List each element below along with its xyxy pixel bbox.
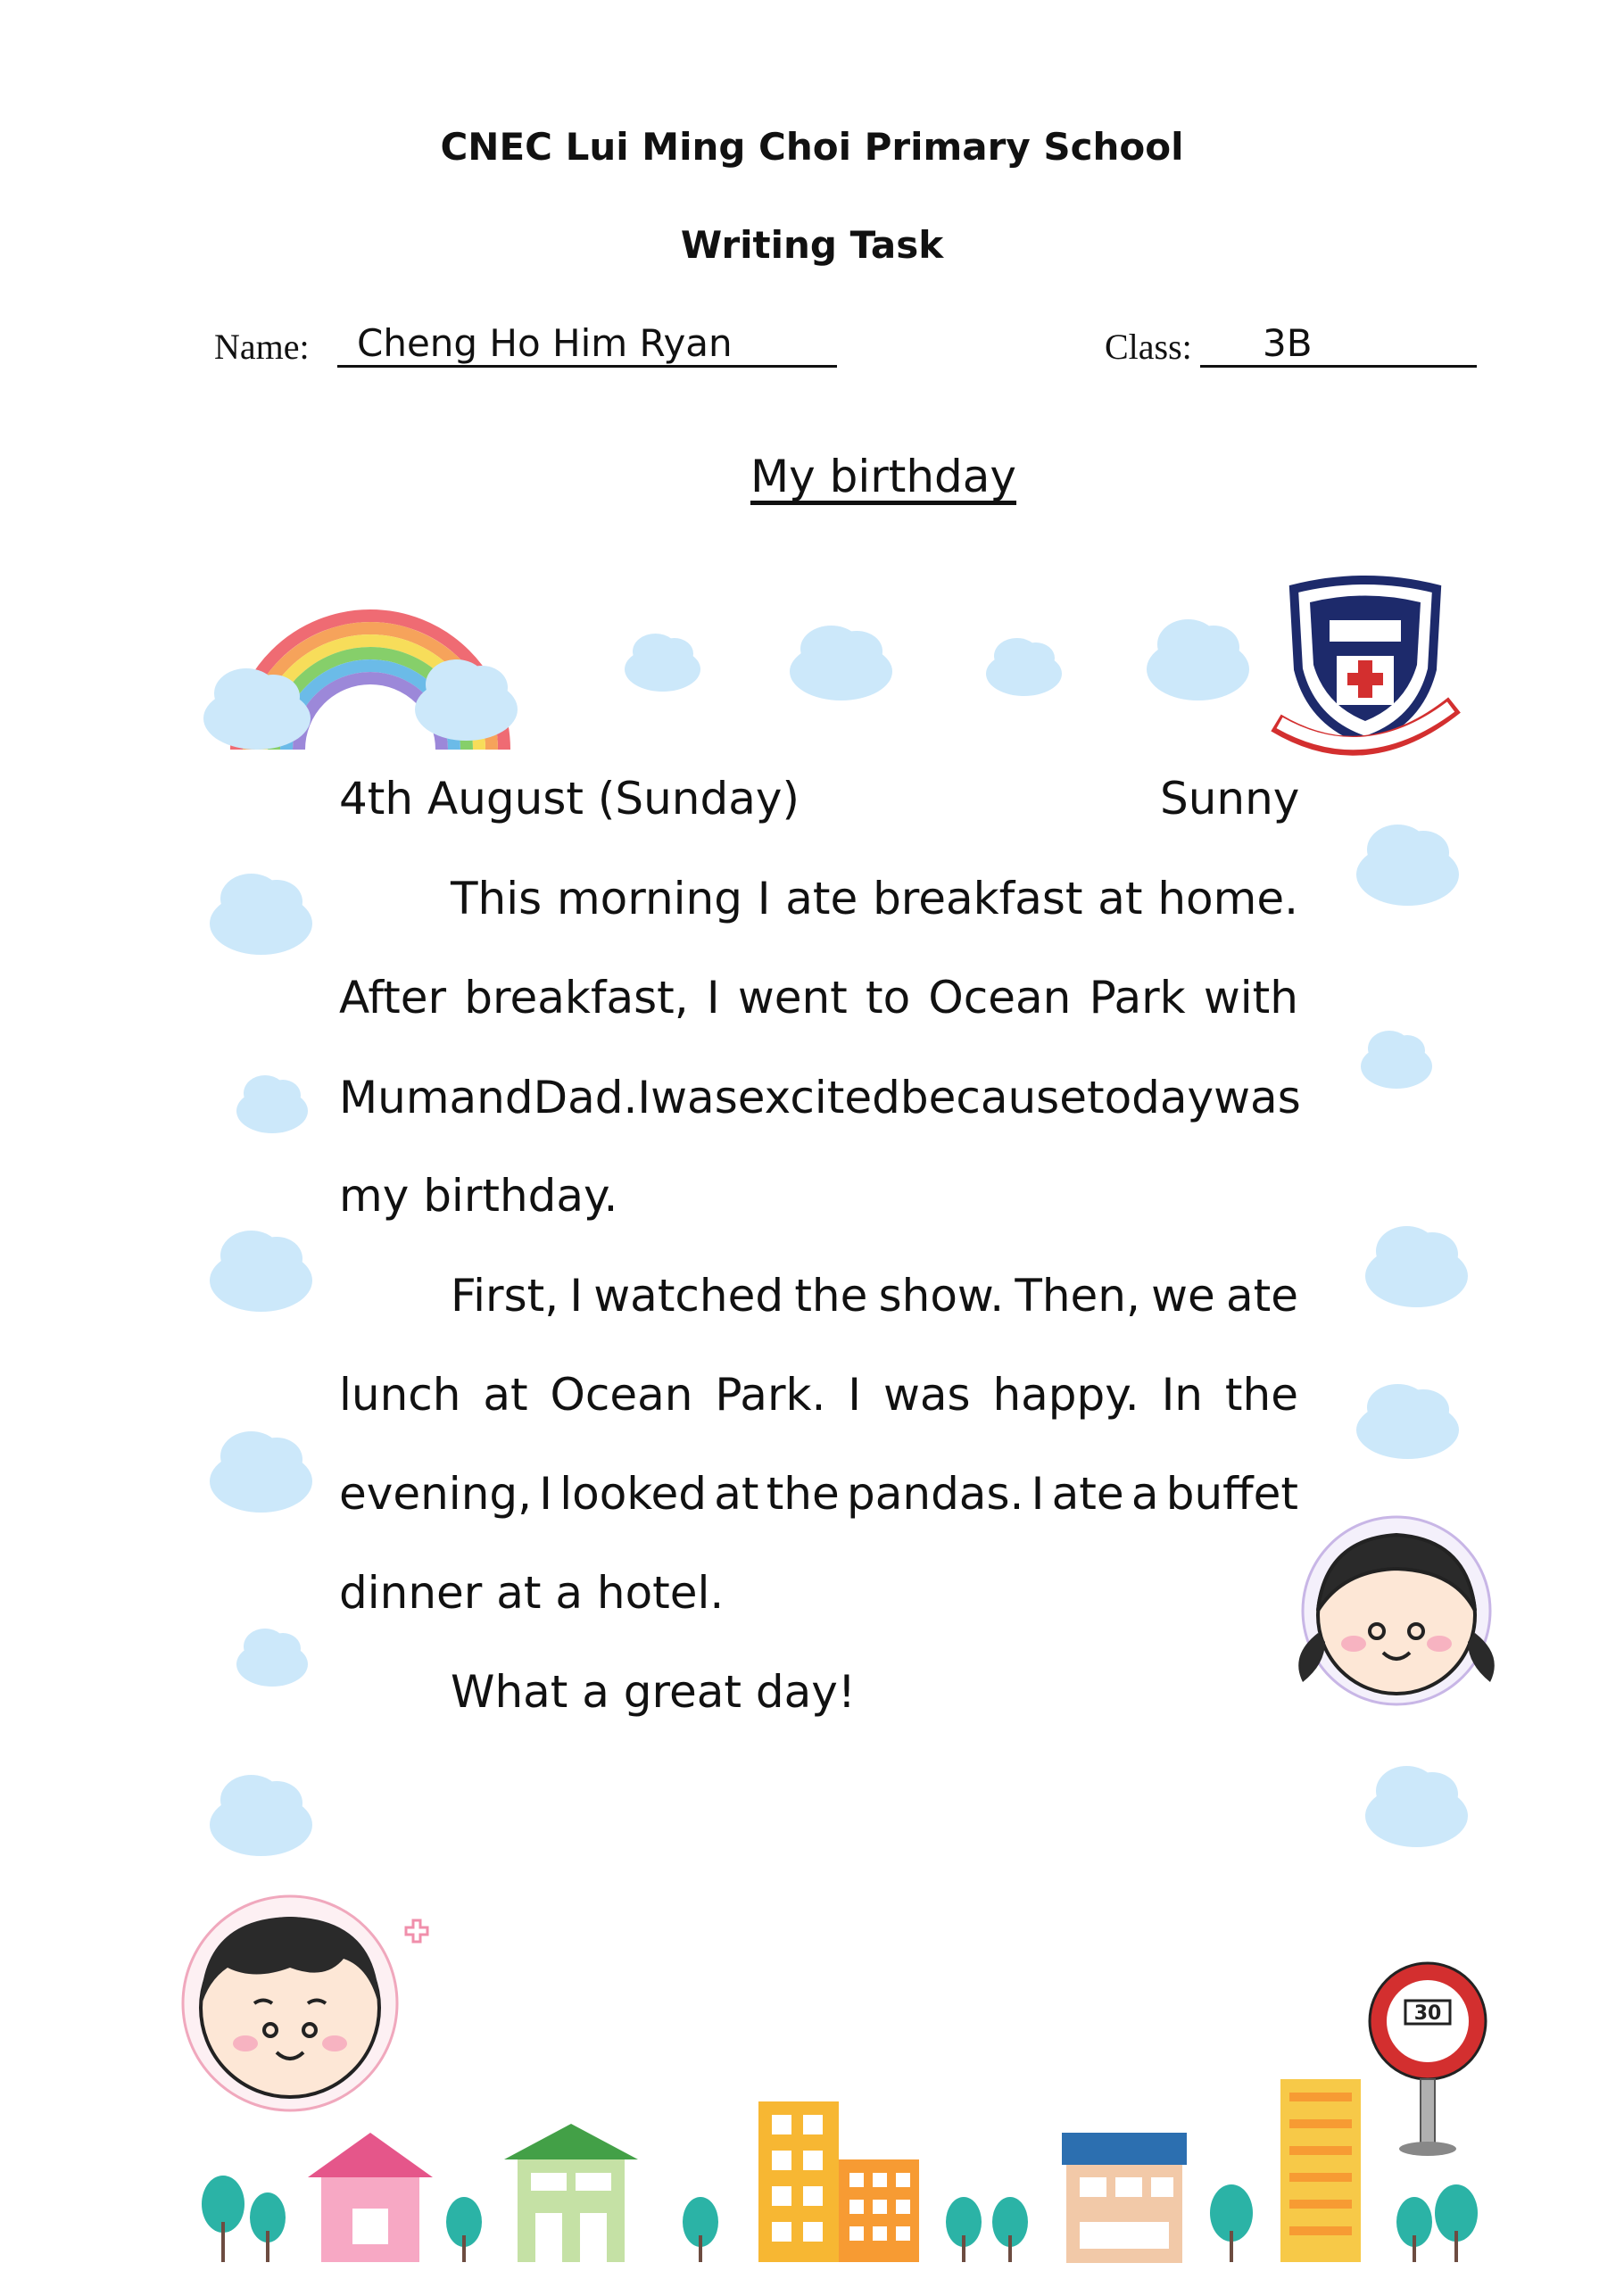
cloud-decoration bbox=[790, 642, 892, 700]
name-field bbox=[337, 321, 837, 368]
essay-line: After breakfast, I went to Ocean Park with bbox=[339, 972, 1298, 1024]
cloud-decoration bbox=[210, 892, 312, 955]
essay-line: my birthday. bbox=[339, 1170, 618, 1222]
essay-line: What a great day! bbox=[451, 1666, 856, 1718]
essay-title: My birthday bbox=[750, 451, 1017, 502]
task-title: Writing Task bbox=[680, 223, 944, 267]
cloud-decoration bbox=[236, 1089, 308, 1133]
cloud-decoration bbox=[1365, 1245, 1468, 1307]
town-illustration bbox=[178, 2079, 1490, 2284]
cloud-decoration bbox=[210, 1450, 312, 1513]
essay-line: lunch at Ocean Park. I was happy. In the bbox=[339, 1369, 1298, 1421]
cloud-decoration bbox=[1147, 638, 1249, 700]
essay-line: dinner at a hotel. bbox=[339, 1567, 725, 1619]
cloud-decoration bbox=[986, 651, 1062, 696]
date-weather-row bbox=[339, 772, 1300, 825]
essay-line: First, I watched the show. Then, we ate bbox=[451, 1270, 1298, 1322]
essay-line: Mum and Dad. I was excited because today was bbox=[339, 1072, 1301, 1123]
cloud-decoration bbox=[1361, 1044, 1432, 1089]
girl-face-illustration bbox=[1263, 1499, 1530, 1713]
cloud-decoration bbox=[210, 1794, 312, 1856]
cloud-decoration bbox=[236, 1642, 308, 1687]
bus-route-number: 30 bbox=[1413, 2002, 1442, 2025]
cloud-decoration bbox=[415, 678, 518, 741]
name-label: Name: bbox=[214, 327, 310, 367]
essay-line: evening, I looked at the pandas. I ate a buffet bbox=[339, 1468, 1298, 1520]
cloud-decoration bbox=[1356, 1401, 1459, 1459]
school-badge-logo bbox=[1267, 571, 1463, 776]
essay-weather: Sunny bbox=[1160, 773, 1300, 825]
cloud-decoration bbox=[210, 1249, 312, 1312]
name-value: Cheng Ho Him Ryan bbox=[357, 321, 733, 365]
cloud-decoration bbox=[203, 687, 311, 750]
essay-line: This morning I ate breakfast at home. bbox=[451, 873, 1298, 924]
class-field bbox=[1200, 321, 1477, 368]
class-label: Class: bbox=[1105, 327, 1192, 367]
school-name: CNEC Lui Ming Choi Primary School bbox=[440, 125, 1184, 169]
cloud-decoration bbox=[1356, 843, 1459, 906]
cloud-decoration bbox=[625, 647, 700, 692]
cloud-decoration bbox=[1365, 1785, 1468, 1847]
essay-date: 4th August (Sunday) bbox=[339, 773, 800, 825]
class-value: 3B bbox=[1263, 321, 1313, 365]
